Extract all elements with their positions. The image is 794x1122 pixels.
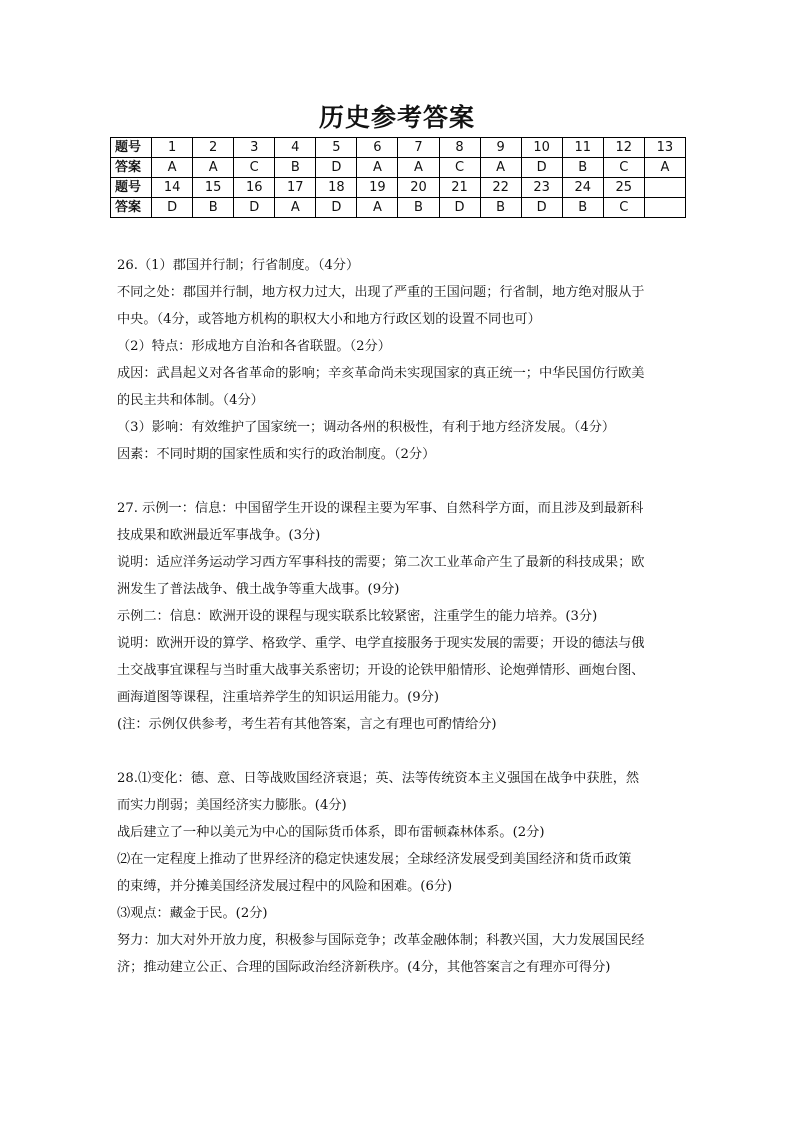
q27-line: (注：示例仅供参考，考生若有其他答案，言之有理也可酌情给分) xyxy=(117,717,497,732)
q27-line: 示例二：信息：欧洲开设的课程与现实联系比较紧密，注重学生的能力培养。(3分) xyxy=(117,609,598,624)
answer-cell: D xyxy=(521,158,562,178)
q27-line: 技成果和欧洲最近军事战争。(3分) xyxy=(117,528,321,543)
answer-cell: A xyxy=(398,158,439,178)
question-number-cell: 7 xyxy=(398,138,439,158)
row-label-answer: 答案 xyxy=(111,158,152,178)
q26-line: 中央。（4分，或答地方机构的职权大小和地方行政区划的设置不同也可） xyxy=(117,312,541,327)
table-row-answers xyxy=(111,198,686,218)
answer-cell: D xyxy=(316,158,357,178)
answer-cell: A xyxy=(152,158,193,178)
answer-cell: B xyxy=(480,198,521,218)
row-label-number: 题号 xyxy=(111,178,152,198)
question-number-cell: 15 xyxy=(193,178,234,198)
page-title: 历史参考答案 xyxy=(318,103,475,132)
q26-line: 成因：武昌起义对各省革命的影响；辛亥革命尚未实现国家的真正统一；中华民国仿行欧美 xyxy=(117,366,645,381)
q28-line: ⑶观点：藏金于民。(2分) xyxy=(117,906,268,921)
question-number-cell: 1 xyxy=(152,138,193,158)
q28-line: 的束缚，并分摊美国经济发展过程中的风险和困难。(6分) xyxy=(117,879,453,894)
q28-section xyxy=(117,765,685,981)
section-spacer xyxy=(117,738,685,765)
q26-line: 26.（1）郡国并行制；行省制度。（4分） xyxy=(117,258,360,273)
q28-line: 28.⑴变化：德、意、日等战败国经济衰退；英、法等传统资本主义强国在战争中获胜，然 xyxy=(117,771,640,786)
question-number-cell: 2 xyxy=(193,138,234,158)
question-number-cell: 18 xyxy=(316,178,357,198)
answer-table xyxy=(110,137,686,218)
row-label-number: 题号 xyxy=(111,138,152,158)
question-number-cell: 25 xyxy=(603,178,644,198)
question-number-cell: 13 xyxy=(644,138,685,158)
question-number-cell: 5 xyxy=(316,138,357,158)
q28-line: 努力：加大对外开放力度，积极参与国际竞争；改革金融体制；科教兴国，大力发展国民经 xyxy=(117,933,645,948)
question-number-cell: 6 xyxy=(357,138,398,158)
q28-line: 而实力削弱；美国经济实力膨胀。(4分) xyxy=(117,798,347,813)
answer-cell: C xyxy=(234,158,275,178)
answer-cell: D xyxy=(234,198,275,218)
q27-section xyxy=(117,495,685,738)
answer-cell: D xyxy=(152,198,193,218)
q26-line: 不同之处：郡国并行制，地方权力过大，出现了严重的王国问题；行省制，地方绝对服从于 xyxy=(117,285,645,300)
q26-line: 因素：不同时期的国家性质和实行的政治制度。（2分） xyxy=(117,447,436,462)
answer-cell: B xyxy=(562,158,603,178)
answer-cell: C xyxy=(603,198,644,218)
table-row-numbers xyxy=(111,178,686,198)
q28-line: 战后建立了一种以美元为中心的国际货币体系，即布雷顿森林体系。(2分) xyxy=(117,825,545,840)
answer-cell: A xyxy=(480,158,521,178)
answer-cell: B xyxy=(398,198,439,218)
answer-cell: B xyxy=(275,158,316,178)
question-number-cell: 17 xyxy=(275,178,316,198)
q28-line: ⑵在一定程度上推动了世界经济的稳定快速发展；全球经济发展受到美国经济和货币政策 xyxy=(117,852,632,867)
answer-cell: B xyxy=(562,198,603,218)
question-number-cell: 8 xyxy=(439,138,480,158)
question-number-cell: 21 xyxy=(439,178,480,198)
question-number-cell: 4 xyxy=(275,138,316,158)
question-number-cell: 3 xyxy=(234,138,275,158)
q28-line: 济；推动建立公正、合理的国际政治经济新秩序。(4分，其他答案言之有理亦可得分) xyxy=(117,960,611,975)
answer-cell xyxy=(644,198,685,218)
table-row-numbers xyxy=(111,138,686,158)
q27-line: 画海道图等课程，注重培养学生的知识运用能力。(9分) xyxy=(117,690,439,705)
answer-cell: B xyxy=(193,198,234,218)
answer-cell: D xyxy=(316,198,357,218)
q26-line: （2）特点：形成地方自治和各省联盟。（2分） xyxy=(117,339,391,354)
question-number-cell: 10 xyxy=(521,138,562,158)
answer-cell: A xyxy=(193,158,234,178)
question-number-cell: 12 xyxy=(603,138,644,158)
answer-cell: A xyxy=(275,198,316,218)
row-label-answer: 答案 xyxy=(111,198,152,218)
q27-line: 说明：欧洲开设的算学、格致学、重学、电学直接服务于现实发展的需要；开设的德法与俄 xyxy=(117,636,645,651)
question-number-cell: 24 xyxy=(562,178,603,198)
answer-cell: D xyxy=(439,198,480,218)
question-number-cell: 11 xyxy=(562,138,603,158)
section-spacer xyxy=(117,468,685,495)
question-number-cell: 16 xyxy=(234,178,275,198)
answer-cell: A xyxy=(357,158,398,178)
answer-cell: A xyxy=(357,198,398,218)
question-number-cell: 14 xyxy=(152,178,193,198)
answer-cell: C xyxy=(603,158,644,178)
q27-line: 说明：适应洋务运动学习西方军事科技的需要；第二次工业革命产生了最新的科技成果；欧 xyxy=(117,555,645,570)
q27-line: 洲发生了普法战争、俄土战争等重大战事。(9分) xyxy=(117,582,400,597)
question-number-cell: 22 xyxy=(480,178,521,198)
q26-line: 的民主共和体制。（4分） xyxy=(117,393,264,408)
answer-cell: C xyxy=(439,158,480,178)
answer-cell: D xyxy=(521,198,562,218)
q26-line: （3）影响：有效维护了国家统一；调动各州的积极性，有利于地方经济发展。（4分） xyxy=(117,420,616,435)
answer-cell: A xyxy=(644,158,685,178)
question-number-cell xyxy=(644,178,685,198)
table-row-answers xyxy=(111,158,686,178)
q26-section xyxy=(117,252,685,468)
question-number-cell: 19 xyxy=(357,178,398,198)
question-number-cell: 20 xyxy=(398,178,439,198)
q27-line: 27. 示例一：信息：中国留学生开设的课程主要为军事、自然科学方面，而且涉及到最新科 xyxy=(117,501,644,516)
answer-content xyxy=(117,252,685,981)
question-number-cell: 23 xyxy=(521,178,562,198)
q27-line: 土交战事宜课程与当时重大战事关系密切；开设的论铁甲船情形、论炮弹情形、画炮台图、 xyxy=(117,663,645,678)
question-number-cell: 9 xyxy=(480,138,521,158)
